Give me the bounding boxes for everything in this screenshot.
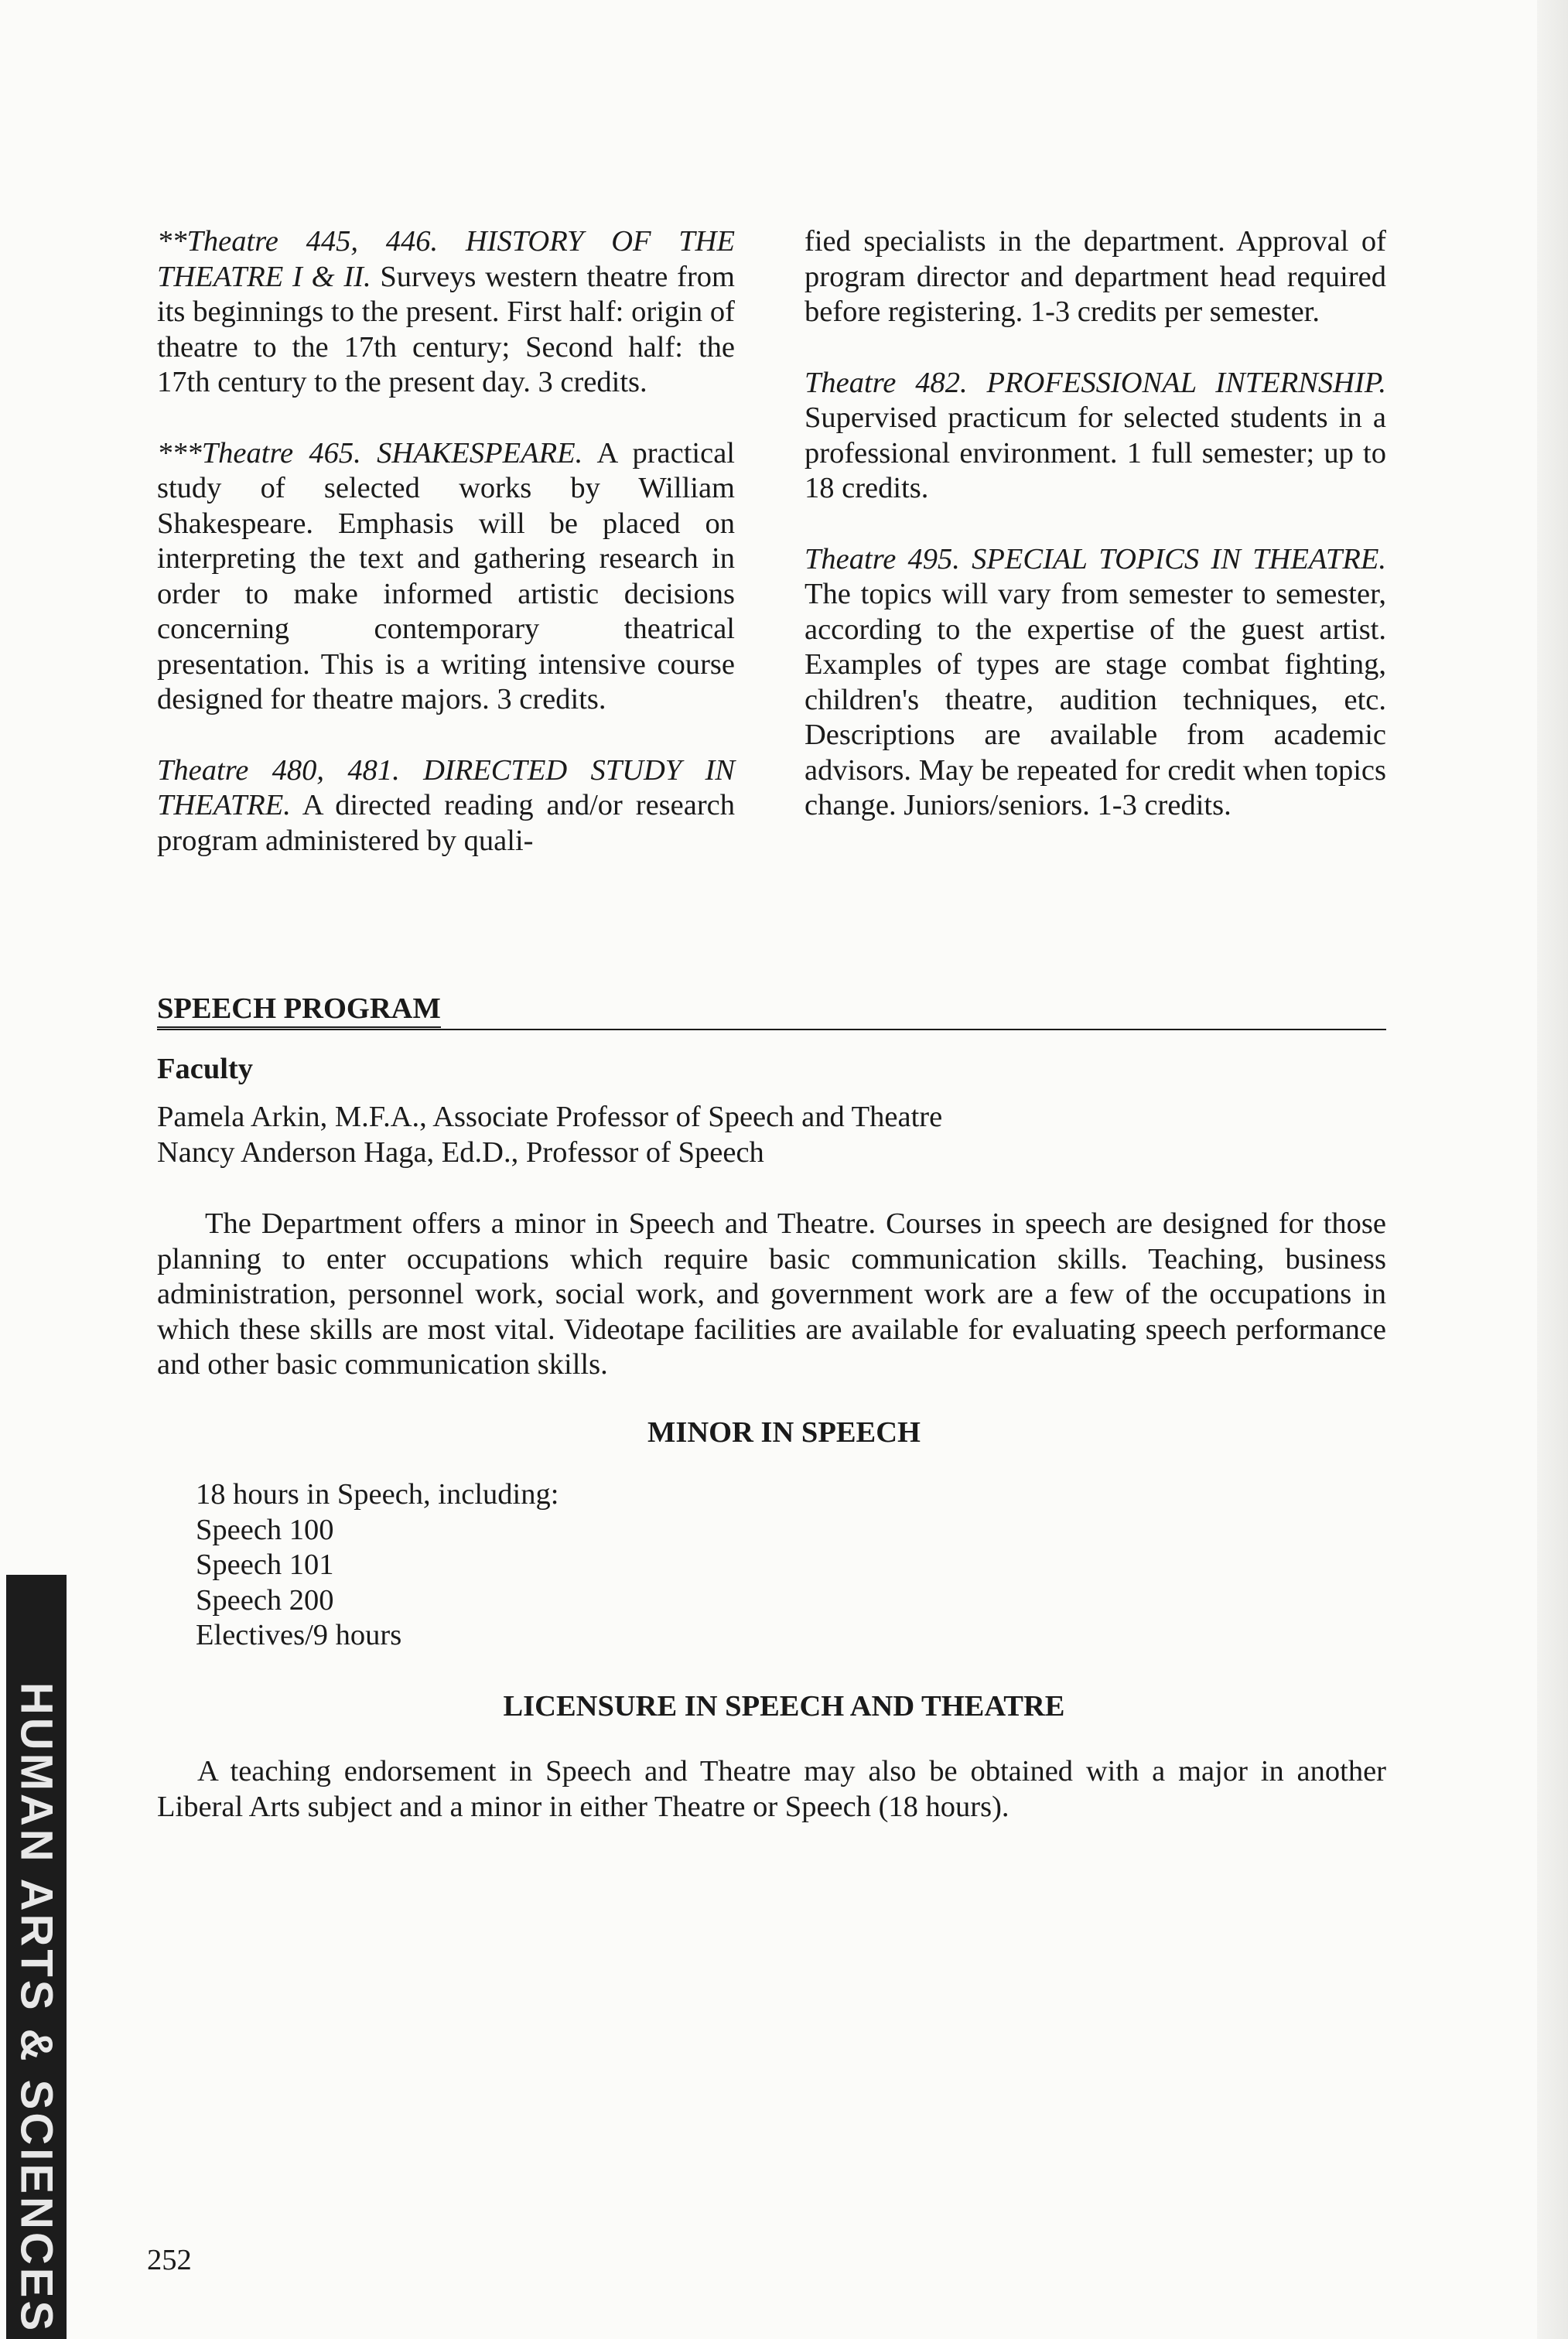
course-entry <box>157 436 735 718</box>
licensure-heading: LICENSURE IN SPEECH AND THEATRE <box>503 1690 1065 1723</box>
speech-program-heading: SPEECH PROGRAM <box>157 990 1386 1030</box>
course-entry <box>157 224 735 401</box>
course-marker: ** <box>157 225 187 258</box>
course-title: Theatre 480, 481. DIRECTED STUDY IN THEATRE. <box>157 753 735 821</box>
course-entry <box>157 753 735 859</box>
course-title: Theatre 495. SPECIAL TOPICS IN THEATRE. <box>804 542 1386 575</box>
course-entry-continued <box>804 224 1386 330</box>
minor-requirements <box>196 1477 559 1654</box>
course-description: The topics will vary from semester to semester, according to the expertise of the guest artist. Examples of types are stage combat fighting, children's theatre, audition techniques, etc. Descriptions are available from academic advisors. May be repeated for credit when topics change. Juniors/seniors. 1-3 credits. <box>804 578 1386 821</box>
requirement-item: Speech 101 <box>196 1549 334 1581</box>
department-description: The Department offers a minor in Speech and Theatre. Courses in speech are designed for those planning to enter occupations which require basic communication skills. Teaching, business administration, personnel work, social work, and government work are a few of the occupations in which these skills are most vital. Videotape facilities are available for evaluating speech performance and other basic communication skills. <box>157 1207 1386 1381</box>
licensure-text: A teaching endorsement in Speech and Theatre may also be obtained with a major in another Liberal Arts subject and a minor in either Theatre or Speech (18 hours). <box>157 1755 1386 1823</box>
course-description: Surveys western theatre from its beginnings to the present. First half: origin of theatre to the 17th century; Second half: the 17th century to the present day. 3 credits. <box>157 260 735 398</box>
faculty-member: Nancy Anderson Haga, Ed.D., Professor of Speech <box>157 1135 764 1169</box>
requirement-item: Speech 200 <box>196 1583 334 1617</box>
course-title: Theatre 445, 446. HISTORY OF THE THEATRE I & II. <box>157 225 735 293</box>
minor-heading: MINOR IN SPEECH <box>647 1416 921 1449</box>
course-description: Supervised practicum for selected students in a professional environment. 1 full semester; up to 18 credits. <box>804 401 1386 504</box>
course-title: Theatre 482. PROFESSIONAL INTERNSHIP. <box>804 366 1386 399</box>
faculty-member: Pamela Arkin, M.F.A., Associate Professor of Speech and Theatre <box>157 1101 943 1133</box>
course-description: A practical study of selected works by William Shakespeare. Emphasis will be placed on interpreting the text and gathering research in order to make informed artistic decisions concerning contemporary theatrical presentation. This is a writing intensive course designed for theatre majors. 3 credits. <box>157 436 735 715</box>
faculty-list <box>157 1100 942 1170</box>
page-number: 252 <box>147 2244 192 2276</box>
right-column <box>804 224 1386 859</box>
thumb-tab-label: HUMAN ARTS & SCIENCES <box>11 1682 62 2334</box>
course-description: fied specialists in the department. Approval of program director and department head required before registering. 1-3 credits per semester. <box>804 225 1386 328</box>
course-description: A directed reading and/or research program administered by quali- <box>157 789 735 857</box>
course-entry <box>804 542 1386 824</box>
page-edge-shadow <box>1537 0 1568 2339</box>
requirement-item: 18 hours in Speech, including: <box>196 1478 559 1511</box>
requirement-item: Speech 100 <box>196 1513 334 1546</box>
left-column <box>157 224 735 894</box>
requirement-item: Electives/9 hours <box>196 1619 402 1651</box>
course-entry <box>804 366 1386 507</box>
faculty-heading: Faculty <box>157 1053 254 1085</box>
course-title: Theatre 465. SHAKESPEARE. <box>201 436 583 470</box>
course-marker: *** <box>157 436 202 470</box>
